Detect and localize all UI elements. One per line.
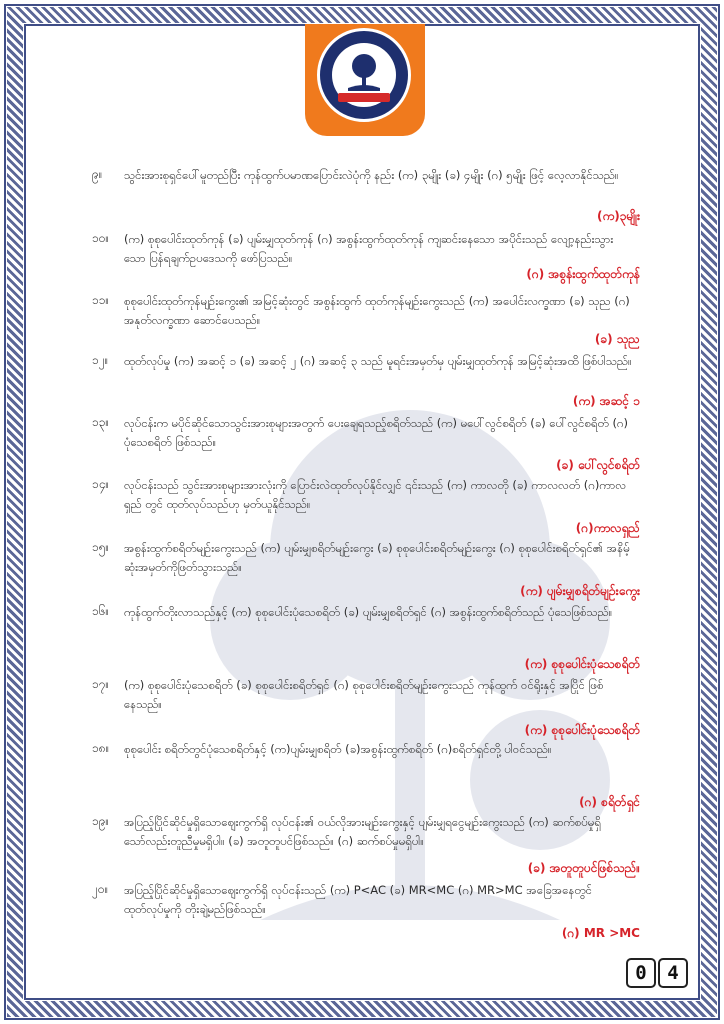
question-text: (က) စုစုပေါင်းထုတ်ကုန် (ခ) ပျမ်းမျှထုတ်ကုန် (ဂ) အစွန်းထွက်ထုတ်ကုန် ကျဆင်းနေသော အပိုင်းသည် လျော့နည်းသွားသော ပြန်ရချက်ဥပဒေသကို ဖော်ပြသည်။	[124, 232, 614, 265]
question-text: အစွန်းထွက်စရိတ်မျဉ်းကွေးသည် (က) ပျမ်းမျှစရိတ်မျဉ်းကွေး (ခ) စုစုပေါင်းစရိတ်မျဉ်းကွေး (ဂ) စုစုပေါင်းစရိတ်ရှင်၏ အနိမ့်ဆုံးအမှတ်ကိုဖြတ်သွားသည်။	[124, 541, 630, 574]
question-number: ၁၁။	[92, 293, 110, 307]
answer-label: (ဂ) အစွန်းထွက်ထုတ်ကုန်	[526, 267, 640, 281]
question-text: စုစုပေါင်းထုတ်ကုန်မျဉ်းကွေး၏ အမြင့်ဆုံးတွင် အစွန်းထွက် ထုတ်ကုန်မျဉ်းကွေးသည် (က) အပေါင်းလက္ခဏာ (ခ) သုည (ဂ) အနုတ်လက္ခဏာ ဆောင်ပေသည်။	[124, 294, 630, 327]
answer-label: (ဂ) စရိတ်ရှင်	[579, 795, 640, 809]
question-text: ကုန်ထွက်တိုးလာသည်နှင့် (က) စုစုပေါင်းပုံသေစရိတ် (ခ) ပျမ်းမျှစရိတ်ရှင် (ဂ) အစွန်းထွက်စရိတ်သည် ပုံသေဖြစ်သည်။	[124, 605, 613, 619]
answer-label: (ဂ)ကာလရှည်	[575, 521, 640, 535]
question-text: သွင်းအားစုရှင်ပေါ်မူတည်ပြီး ကုန်ထွက်ပမာဏပြောင်းလဲပုံကို နည်း (က) ၃မျိုး (ခ) ၄မျိုး (ဂ) ၅မျိုး ဖြင့် လေ့လာနိုင်သည်။	[124, 168, 619, 182]
question-text: လုပ်ငန်းက မပိုင်ဆိုင်သောသွင်းအားစုများအတွက် ပေးချေရသည့်စရိတ်သည် (က) မပေါ်လွင်စရိတ် (ခ) ပေါ်လွင်စရိတ် (ဂ) ပုံသေစရိတ် ဖြစ်သည်။	[124, 416, 628, 449]
answer-label: (က) စုစုပေါင်းပုံသေစရိတ်	[524, 723, 640, 737]
question-number: ၁၅။	[92, 540, 110, 554]
question-number: ၁၈။	[92, 741, 110, 755]
question-text: (က) စုစုပေါင်းပုံသေစရိတ် (ခ) စုစုပေါင်းစရိတ်ရှင် (ဂ) စုစုပေါင်းစရိတ်မျဉ်းကွေးသည် ကုန်ထွက် ဝင်ရိုးနှင့် အပြိုင် ဖြစ်နေသည်။	[124, 678, 604, 711]
question-number: ၁၄။	[92, 477, 110, 491]
answer-label: (က)၃မျိုး	[597, 209, 640, 223]
question-text: အပြည့်ပြိုင်ဆိုင်မှုရှိသောဈေးကွက်ရှိ လုပ်ငန်းသည် (က) P<AC (ခ) MR<MC (ဂ) MR>MC အခြေအနေတွင် ထုတ်လုပ်မှုကို တိုးချဲ့မည်ဖြစ်သည်။	[124, 883, 593, 916]
answer-label: (က) ပျမ်းမျှစရိတ်မျဉ်းကွေး	[520, 584, 640, 598]
answer-label: (ခ) အတူတူပင်ဖြစ်သည်။	[527, 861, 640, 875]
answer-label: (ခ) သုည	[594, 332, 640, 346]
question-text: စုစုပေါင်း စရိတ်တွင်ပုံသေစရိတ်နှင့် (က)ပျမ်းမျှစရိတ် (ခ)အစွန်းထွက်စရိတ် (ဂ)စရိတ်ရှင်တို့ ပါဝင်သည်။	[124, 742, 552, 756]
answer-label: (က) အဆင့် ၁	[572, 394, 640, 408]
question-text: ထုတ်လုပ်မှု (က) အဆင့် ၁ (ခ) အဆင့် ၂ (ဂ) အဆင့် ၃ သည် မူရင်းအမှတ်မှ ပျမ်းမျှထုတ်ကုန် အမြင့်ဆုံးအထိ ဖြစ်ပါသည်။	[124, 354, 632, 368]
question-number: ၁၃။	[92, 415, 110, 429]
answer-label: (ဂ) MR >MC	[561, 926, 640, 940]
question-text: လုပ်ငန်းသည် သွင်းအားစုများအားလုံးကို ပြောင်းလဲထုတ်လုပ်နိုင်လျှင် ၎င်းသည် (က) ကာလတို (ခ) ကာလလတ် (ဂ)ကာလရှည် တွင် ထုတ်လုပ်သည်ဟု မှတ်ယူနိုင်သည်။	[124, 478, 627, 511]
question-number: ၁၆။	[92, 604, 110, 618]
question-text: အပြည့်ပြိုင်ဆိုင်မှုရှိသောဈေးကွက်ရှိ လုပ်ငန်း၏ ဝယ်လိုအားမျဉ်းကွေးနှင့် ပျမ်းမျှရငွေမျဉ်းကွေးသည် (က) ဆက်စပ်မှုရှိသော်လည်းတူညီမှုမရှိပါ။ (ခ) အတူတူပင်ဖြစ်သည်။ (ဂ) ဆက်စပ်မှုမရှိပါ။	[124, 815, 601, 848]
answer-label: (က) စုစုပေါင်းပုံသေစရိတ်	[524, 657, 640, 671]
question-number: ၁၉။	[92, 814, 110, 828]
question-number: ၂၀။	[92, 882, 109, 896]
question-number: ၉။	[92, 167, 103, 181]
question-number: ၁၀။	[92, 231, 110, 245]
answer-label: (ခ) ပေါ်လွင်စရိတ်	[556, 458, 640, 472]
question-number: ၁၂။	[92, 353, 109, 367]
question-number: ၁၇။	[92, 677, 110, 691]
page-number-digit: 0	[626, 958, 656, 988]
page-number-digit: 4	[658, 958, 688, 988]
